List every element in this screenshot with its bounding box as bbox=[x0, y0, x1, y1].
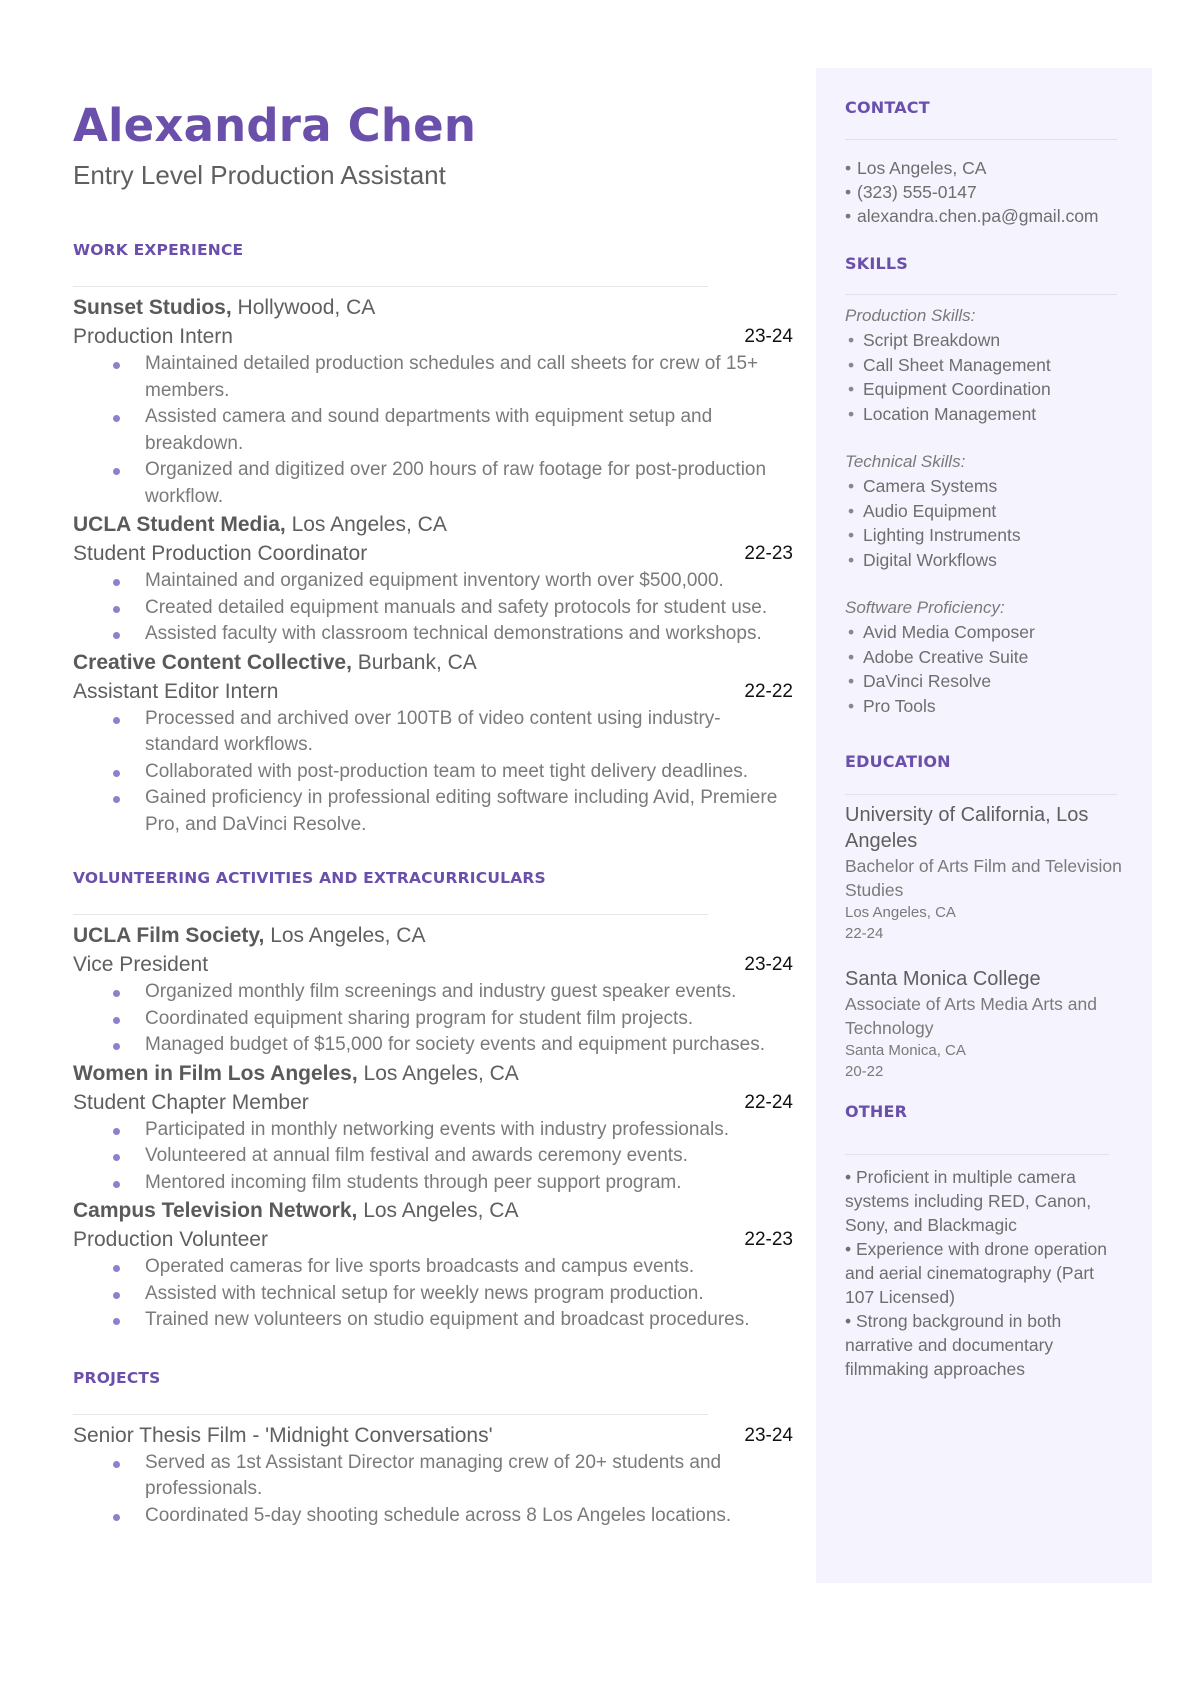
contact-item bbox=[845, 204, 1123, 228]
section-divider bbox=[73, 914, 708, 915]
entry-header bbox=[73, 1059, 793, 1088]
bullet-icon: • bbox=[845, 206, 852, 226]
bullet-item: Mentored incoming film students through peer support program. bbox=[113, 1170, 793, 1197]
role-row bbox=[73, 1225, 793, 1254]
bullet-list bbox=[113, 1254, 793, 1334]
skill-group bbox=[845, 450, 1123, 572]
bullet-icon: • bbox=[848, 622, 855, 642]
organization-name: Sunset Studios, bbox=[73, 296, 232, 319]
contact-item bbox=[845, 156, 1123, 180]
school-name: University of California, Los Angeles bbox=[845, 804, 1089, 852]
candidate-title: Entry Level Production Assistant bbox=[73, 160, 446, 190]
date-range: 22-23 bbox=[744, 1229, 793, 1250]
bullet-list bbox=[113, 351, 793, 510]
other-item: • Strong background in both narrative and documentary filmmaking approaches bbox=[845, 1311, 1062, 1379]
skill-item bbox=[845, 328, 1123, 353]
bullet-item: Collaborated with post-production team to meet tight delivery deadlines. bbox=[113, 759, 793, 786]
education-date: 20-22 bbox=[845, 1063, 884, 1080]
role-row bbox=[73, 677, 793, 706]
organization-location: Los Angeles, CA bbox=[291, 513, 447, 536]
skill-item bbox=[845, 548, 1123, 573]
skill-text: Call Sheet Management bbox=[863, 354, 1051, 375]
contact-list bbox=[845, 156, 1123, 228]
skill-text: Digital Workflows bbox=[863, 549, 997, 570]
volunteering-section bbox=[73, 868, 793, 1334]
contact-item bbox=[845, 180, 1123, 204]
contact-text: Los Angeles, CA bbox=[857, 158, 987, 178]
bullet-icon: • bbox=[848, 330, 855, 350]
date-range: 22-23 bbox=[744, 543, 793, 564]
date-range: 23-24 bbox=[744, 1424, 793, 1446]
role-title: Production Volunteer bbox=[73, 1228, 268, 1251]
bullet-icon: • bbox=[848, 549, 855, 570]
work-experience-section bbox=[73, 240, 793, 838]
degree: Bachelor of Arts Film and Television Studies bbox=[845, 856, 1122, 900]
education-section bbox=[845, 752, 1123, 1082]
skill-text: Script Breakdown bbox=[863, 330, 1001, 350]
bullet-item: Organized and digitized over 200 hours of raw footage for post-production workflow. bbox=[113, 457, 793, 510]
education-list bbox=[845, 802, 1123, 1082]
skill-text: Lighting Instruments bbox=[863, 525, 1021, 545]
bullet-item: Managed budget of $15,000 for society events and equipment purchases. bbox=[113, 1032, 793, 1059]
skill-group-label: Software Proficiency: bbox=[845, 598, 1005, 617]
bullet-icon: • bbox=[848, 354, 855, 375]
organization-location: Los Angeles, CA bbox=[363, 1061, 519, 1085]
school-location: Santa Monica, CA bbox=[845, 1042, 966, 1059]
bullet-item: Assisted camera and sound departments with equipment setup and breakdown. bbox=[113, 404, 793, 457]
section-title: EDUCATION bbox=[845, 752, 951, 771]
bullet-item: Processed and archived over 100TB of video content using industry-standard workflows. bbox=[113, 706, 793, 759]
degree: Associate of Arts Media Arts and Technology bbox=[845, 994, 1097, 1038]
bullet-icon: • bbox=[848, 671, 855, 691]
bullet-item: Assisted with technical setup for weekly news program production. bbox=[113, 1281, 793, 1308]
bullet-item: Assisted faculty with classroom technical demonstrations and workshops. bbox=[113, 621, 793, 648]
education-item bbox=[845, 802, 1123, 944]
entry-header bbox=[73, 510, 793, 539]
entry-header bbox=[73, 293, 793, 322]
bullet-icon: • bbox=[848, 403, 855, 424]
bullet-list bbox=[113, 706, 793, 839]
bullet-item: Participated in monthly networking events with industry professionals. bbox=[113, 1117, 793, 1144]
skills-section bbox=[845, 254, 1123, 718]
role-row bbox=[73, 1088, 793, 1117]
bullet-item: Trained new volunteers on studio equipment and broadcast procedures. bbox=[113, 1307, 793, 1334]
bullet-item: Created detailed equipment manuals and safety protocols for student use. bbox=[113, 595, 793, 622]
skill-group bbox=[845, 596, 1123, 718]
date-range: 23-24 bbox=[744, 954, 793, 975]
skill-text: Location Management bbox=[863, 403, 1037, 424]
section-divider bbox=[845, 794, 1117, 795]
section-title: WORK EXPERIENCE bbox=[73, 241, 244, 259]
skill-item bbox=[845, 669, 1123, 694]
bullet-icon: • bbox=[845, 182, 852, 202]
role-title: Vice President bbox=[73, 953, 209, 976]
work-entries bbox=[73, 293, 793, 838]
skills-list bbox=[845, 304, 1123, 718]
skill-text: Audio Equipment bbox=[863, 500, 997, 521]
role-row bbox=[73, 322, 793, 351]
role-title: Production Intern bbox=[73, 325, 233, 348]
organization-location: Burbank, CA bbox=[357, 650, 477, 674]
contact-text: (323) 555-0147 bbox=[857, 182, 977, 202]
skill-text: Avid Media Composer bbox=[863, 622, 1035, 642]
entry bbox=[73, 1196, 793, 1334]
organization-name: Campus Television Network, bbox=[73, 1199, 358, 1222]
bullet-item: Coordinated equipment sharing program for student film projects. bbox=[113, 1006, 793, 1033]
section-divider bbox=[845, 294, 1117, 295]
section-title: OTHER bbox=[845, 1102, 908, 1121]
skill-item bbox=[845, 694, 1123, 719]
organization-location: Los Angeles, CA bbox=[270, 924, 426, 947]
section-divider bbox=[73, 286, 708, 287]
bullet-item: Gained proficiency in professional editing software including Avid, Premiere Pro, and DaVinci Resolve. bbox=[113, 785, 793, 838]
entry bbox=[73, 510, 793, 648]
bullet-list bbox=[113, 568, 793, 648]
date-range: 22-22 bbox=[744, 680, 793, 702]
bullet-icon: • bbox=[848, 476, 855, 496]
organization-location: Los Angeles, CA bbox=[363, 1199, 519, 1222]
bullet-item: Operated cameras for live sports broadcasts and campus events. bbox=[113, 1254, 793, 1281]
projects-section bbox=[73, 1368, 793, 1530]
entry bbox=[73, 1421, 793, 1530]
entry-header bbox=[73, 1196, 793, 1225]
skill-text: Pro Tools bbox=[863, 695, 936, 716]
other-section bbox=[845, 1102, 1123, 1381]
role-row bbox=[73, 950, 793, 979]
organization-name: UCLA Film Society, bbox=[73, 924, 265, 947]
bullet-item: Coordinated 5-day shooting schedule across 8 Los Angeles locations. bbox=[113, 1503, 793, 1530]
section-title: CONTACT bbox=[845, 98, 930, 117]
skill-text: Adobe Creative Suite bbox=[863, 646, 1029, 667]
role-row bbox=[73, 539, 793, 568]
role-row bbox=[73, 1421, 793, 1450]
entry bbox=[73, 921, 793, 1059]
bullet-item: Volunteered at annual film festival and awards ceremony events. bbox=[113, 1143, 793, 1170]
bullet-list bbox=[113, 1450, 793, 1530]
school-name: Santa Monica College bbox=[845, 968, 1041, 990]
main-column bbox=[73, 96, 793, 1529]
sidebar bbox=[816, 68, 1152, 1583]
skill-item bbox=[845, 474, 1123, 499]
contact-text: alexandra.chen.pa@gmail.com bbox=[857, 206, 1099, 226]
section-title: PROJECTS bbox=[73, 1368, 161, 1387]
bullet-icon: • bbox=[848, 646, 855, 667]
education-item bbox=[845, 966, 1123, 1082]
skill-item bbox=[845, 377, 1123, 402]
organization-location: Hollywood, CA bbox=[237, 296, 376, 319]
volunteering-entries bbox=[73, 921, 793, 1334]
role-title: Student Chapter Member bbox=[73, 1090, 309, 1114]
entry bbox=[73, 293, 793, 510]
bullet-list bbox=[113, 979, 793, 1059]
candidate-name: Alexandra Chen bbox=[73, 99, 477, 152]
entry-header bbox=[73, 921, 793, 950]
entry bbox=[73, 648, 793, 839]
organization-name: Women in Film Los Angeles, bbox=[73, 1061, 358, 1085]
entry bbox=[73, 1059, 793, 1197]
project-entries bbox=[73, 1421, 793, 1530]
section-divider bbox=[845, 139, 1117, 140]
skill-item bbox=[845, 402, 1123, 427]
skill-item bbox=[845, 645, 1123, 670]
other-list bbox=[845, 1165, 1123, 1381]
bullet-icon: • bbox=[848, 379, 855, 399]
education-date: 22-24 bbox=[845, 925, 884, 942]
entry-header bbox=[73, 648, 793, 677]
section-divider bbox=[845, 1154, 1109, 1155]
skill-text: DaVinci Resolve bbox=[863, 671, 992, 691]
organization-name: Creative Content Collective, bbox=[73, 650, 352, 674]
bullet-item: Served as 1st Assistant Director managing crew of 20+ students and professionals. bbox=[113, 1450, 793, 1503]
skill-group bbox=[845, 304, 1123, 426]
skill-item bbox=[845, 523, 1123, 548]
date-range: 22-24 bbox=[744, 1091, 793, 1113]
contact-section bbox=[845, 98, 1123, 228]
other-item: • Experience with drone operation and aerial cinematography (Part 107 Licensed) bbox=[845, 1239, 1107, 1307]
skill-item bbox=[845, 620, 1123, 645]
bullet-item: Maintained detailed production schedules and call sheets for crew of 15+ members. bbox=[113, 351, 793, 404]
skill-text: Equipment Coordination bbox=[863, 379, 1051, 399]
school-location: Los Angeles, CA bbox=[845, 904, 956, 921]
bullet-icon: • bbox=[845, 158, 852, 178]
bullet-icon: • bbox=[848, 695, 855, 716]
skill-text: Camera Systems bbox=[863, 476, 998, 496]
section-title: SKILLS bbox=[845, 254, 908, 273]
skill-group-label: Technical Skills: bbox=[845, 452, 966, 471]
section-title: VOLUNTEERING ACTIVITIES AND EXTRACURRICULARS bbox=[73, 869, 546, 887]
role-title: Student Production Coordinator bbox=[73, 542, 368, 565]
bullet-icon: • bbox=[848, 525, 855, 545]
organization-name: UCLA Student Media, bbox=[73, 513, 286, 536]
section-divider bbox=[73, 1414, 708, 1415]
date-range: 23-24 bbox=[744, 326, 793, 347]
bullet-icon: • bbox=[848, 500, 855, 521]
bullet-item: Organized monthly film screenings and industry guest speaker events. bbox=[113, 979, 793, 1006]
role-title: Assistant Editor Intern bbox=[73, 679, 279, 703]
skill-group-label: Production Skills: bbox=[845, 306, 976, 325]
other-item: • Proficient in multiple camera systems including RED, Canon, Sony, and Blackmagic bbox=[845, 1167, 1092, 1235]
bullet-list bbox=[113, 1117, 793, 1197]
bullet-item: Maintained and organized equipment inventory worth over $500,000. bbox=[113, 568, 793, 595]
project-name: Senior Thesis Film - 'Midnight Conversations' bbox=[73, 1423, 493, 1447]
skill-item bbox=[845, 499, 1123, 524]
skill-item bbox=[845, 353, 1123, 378]
